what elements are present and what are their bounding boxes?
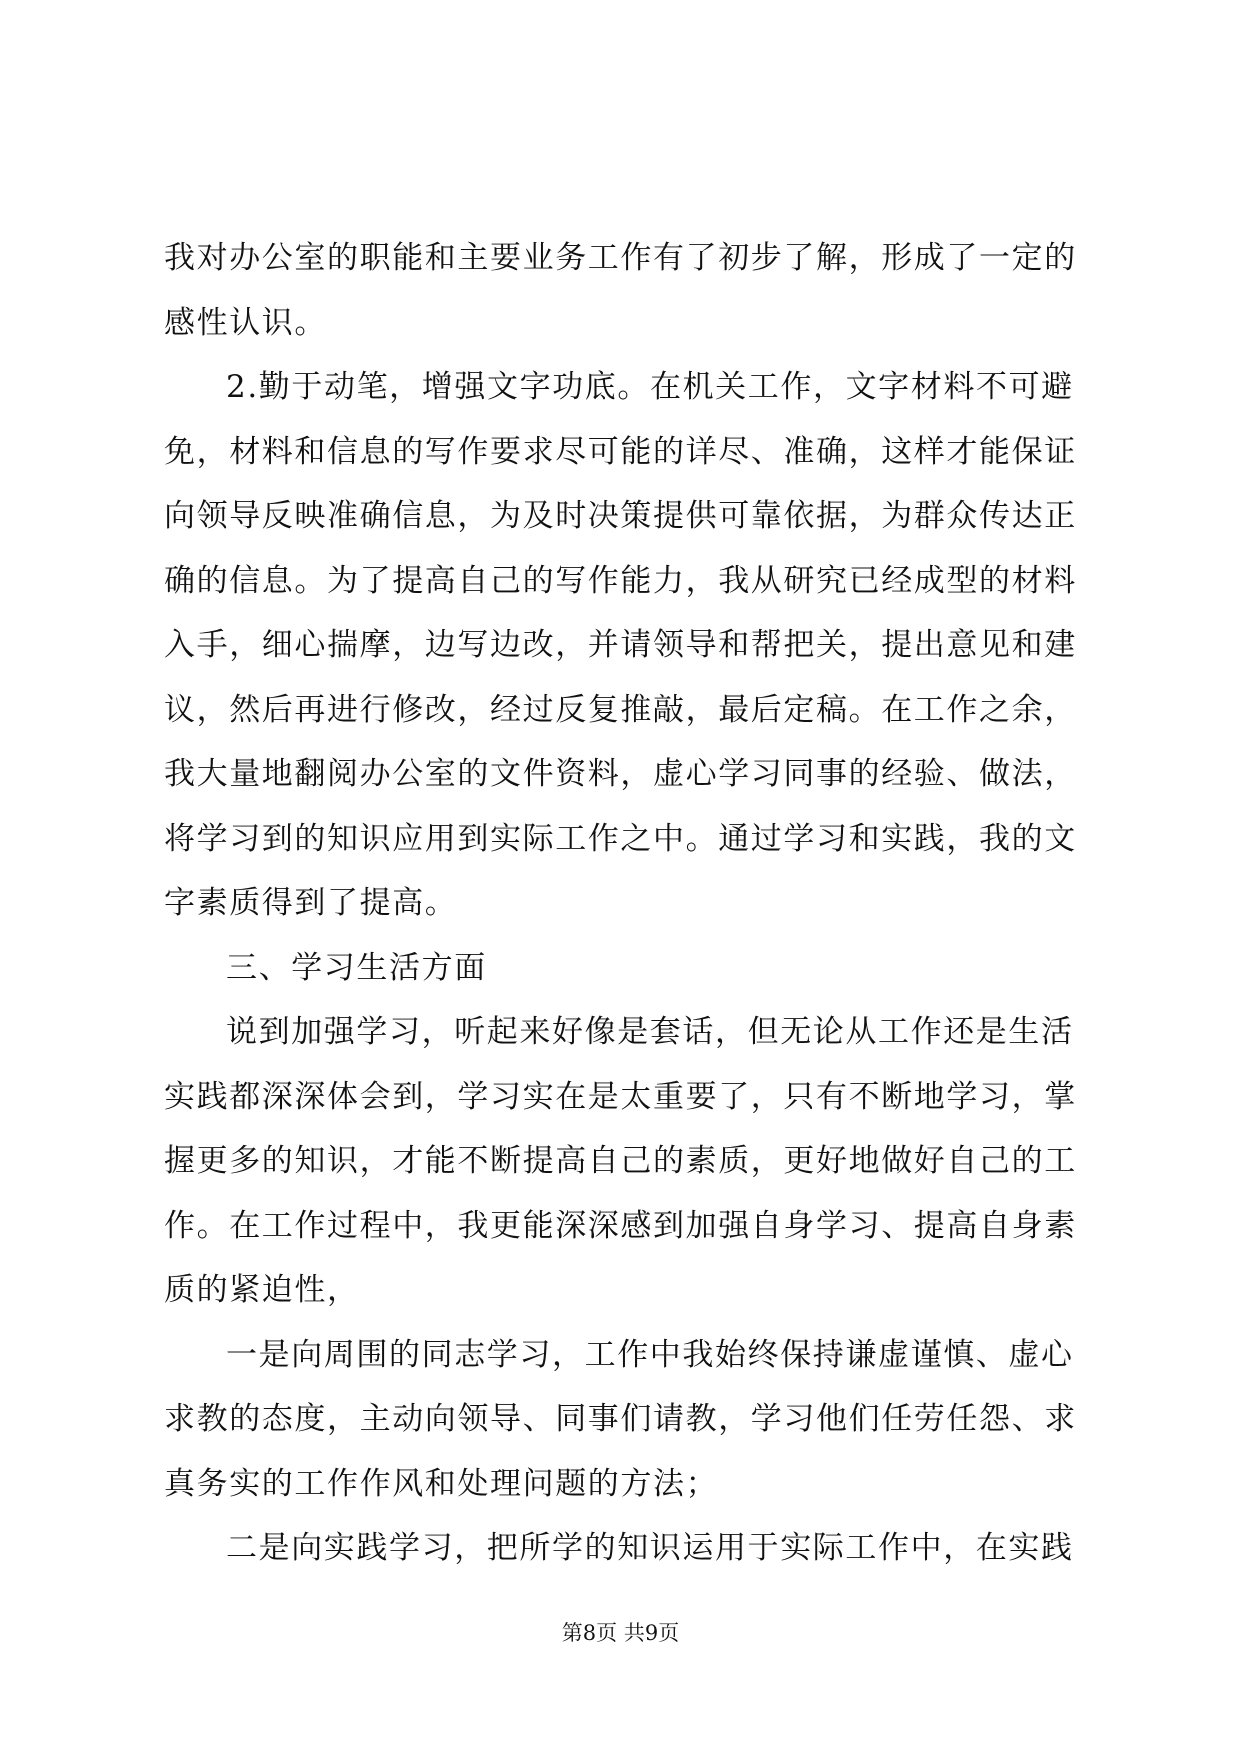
text-line: 求教的态度，主动向领导、同事们请教，学习他们任劳任怨、求 <box>164 1401 1077 1437</box>
text-line: 握更多的知识，才能不断提高自己的素质，更好地做好自己的工 <box>164 1143 1077 1179</box>
text-line: 我对办公室的职能和主要业务工作有了初步了解，形成了一定的 <box>164 240 1077 276</box>
text-line: 将学习到的知识应用到实际工作之中。通过学习和实践，我的文 <box>164 820 1077 857</box>
text-line: 确的信息。为了提高自己的写作能力，我从研究已经成型的材料 <box>164 562 1077 599</box>
text-line: 向领导反映准确信息，为及时决策提供可靠依据，为群众传达正 <box>164 498 1077 534</box>
text-line: 作。在工作过程中，我更能深深感到加强自身学习、提高自身素 <box>164 1207 1077 1244</box>
text-line: 真务实的工作作风和处理问题的方法； <box>164 1465 719 1502</box>
page-footer <box>0 1618 1241 1648</box>
text-line: 字素质得到了提高。 <box>164 885 458 921</box>
text-line: 实践都深深体会到，学习实在是太重要了，只有不断地学习，掌 <box>164 1078 1077 1115</box>
page-number-label: 第8页 共9页 <box>561 1621 680 1645</box>
text-line: 议，然后再进行修改，经过反复推敲，最后定稿。在工作之余， <box>164 691 1077 728</box>
text-line: 我大量地翻阅办公室的文件资料，虚心学习同事的经验、做法， <box>164 756 1077 792</box>
text-line: 免，材料和信息的写作要求尽可能的详尽、准确，这样才能保证 <box>164 433 1077 470</box>
text-line: 一是向周围的同志学习，工作中我始终保持谦虚谨慎、虚心 <box>226 1336 1074 1373</box>
text-line: 2.勤于动笔，增强文字功底。在机关工作，文字材料不可避 <box>226 369 1074 405</box>
text-line: 说到加强学习，听起来好像是套话，但无论从工作还是生活 <box>226 1014 1074 1050</box>
document-body <box>164 226 1084 1581</box>
text-line: 感性认识。 <box>164 304 327 341</box>
text-line: 质的紧迫性， <box>164 1272 360 1308</box>
section-heading: 三、学习生活方面 <box>226 949 487 986</box>
text-line: 入手，细心揣摩，边写边改，并请领导和帮把关，提出意见和建 <box>164 627 1077 663</box>
text-line: 二是向实践学习，把所学的知识运用于实际工作中，在实践 <box>226 1530 1074 1566</box>
